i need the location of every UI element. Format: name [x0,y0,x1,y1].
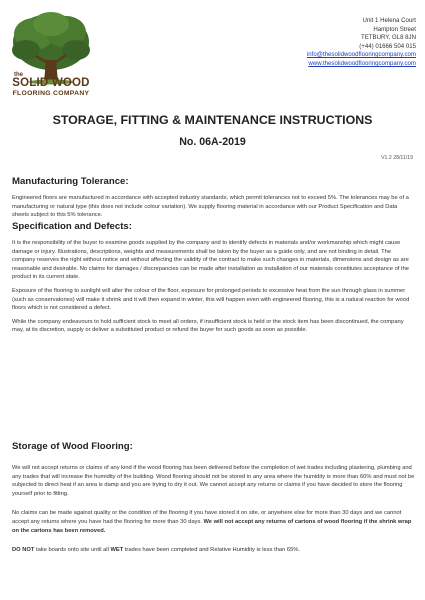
paragraph-text: take boards onto site until all [34,547,111,554]
section-manufacturing-tolerance [12,176,415,225]
paragraph-bold-text: DO NOT [12,547,35,554]
paragraph: Exposure of the flooring to sunlight will alter the colour of the floor, exposure for prolonged periods to excessive heat from the sun through glass in summer (such as conservatories) will make it shrink and it will then expand in winter, this will happen even with engineered flooring, this is a natural reaction for wood floors which is not considered a defect. [12,287,410,312]
paragraph: Engineered floors are manufactured in accordance with accepted industry standards, which permit tolerances not to exceed 5%. The tolerances may be of a manufacturing or natural type (this does not include colour variation). We supply flooring material in accordance with our Product Specification and Data sheets subject to this 5% tolerance. [12,195,409,219]
paragraph [12,509,415,535]
address-line-1: Unit 1 Helena Court [362,17,416,24]
paragraph: It is the responsibility of the buyer to examine goods supplied by the company and to identify defects in materials and/or workmanship which might cause damage or injury. Illustrations, descriptions, weights and measurements shall be taken by the buyer as a guide only, and are not binding in detail. The company reserves the right without notice and without affecting the validity of the contract to make such changes in materials, dimensions and design as are reasonable and desirable. No claims for damages / discrepancies can be made after installation as installation of our materials constitutes acceptance of the product in its current state. [12,240,409,281]
version-label: V1.2 28/11/19 [381,155,413,161]
logo-the-text: the [14,72,23,78]
email-link[interactable]: info@thesolidwoodflooringcompany.com [306,51,416,59]
section-specification-defects [12,221,415,340]
paragraph-bold-text: We will not accept any returns of cartons of wood flooring if the shrink wrap on the cartons has been removed. [12,518,412,534]
page-title: STORAGE, FITTING & MAINTENANCE INSTRUCTIONS [52,113,373,127]
section-heading: Storage of Wood Flooring: [12,441,133,452]
paragraph-bold-text: WET [110,547,124,554]
paragraph-text: trades have been completed and Relative Humidity is less than 65%. [123,547,300,554]
paragraph: We will not accept returns or claims of any kind if the wood flooring has been delivered before the completion of wet trades including plastering, plumbing and any trades that will increase the humidity of the building. Wood flooring should not be stored in any area where the humidity is more than 60% and must not be subjected to direct heat if an area is damp and you are trying to dry it out. We cannot accept any returns or claims if you have decided to store the flooring yourself prior to fitting. [12,465,415,497]
address-line-3: TETBURY, GL8 8JN [361,34,416,42]
section-storage [12,441,415,560]
paragraph [12,546,415,555]
website-link[interactable]: www.thesolidwoodflooringcompany.com [308,59,416,67]
logo-sub-text: FLOORING COMPANY [12,90,90,97]
paragraph: While the company endeavours to hold sufficient stock to meet all orders, if insufficient stock is held or the stock item has been discontinued, the company may, at its discretion, supply or deliver a substituted product or refund the buyer for such goods as soon as possible. [12,318,404,334]
paragraph-text: No claims can be made against quality or the condition of the flooring if you have stored it on site, or anywhere else for more than 30 days and we cannot accept any returns where you have had the flooring for more than 30 days. [12,510,402,525]
address-block [307,17,416,69]
section-heading: Manufacturing Tolerance: [12,176,129,187]
section-heading: Specification and Defects: [12,221,132,232]
logo-main-text: SOLID WOOD [12,77,90,89]
document-number: No. 06A-2019 [179,136,246,148]
address-line-2: Hampton Street [373,25,416,33]
phone-number: (+44) 01666 504 015 [359,42,416,50]
